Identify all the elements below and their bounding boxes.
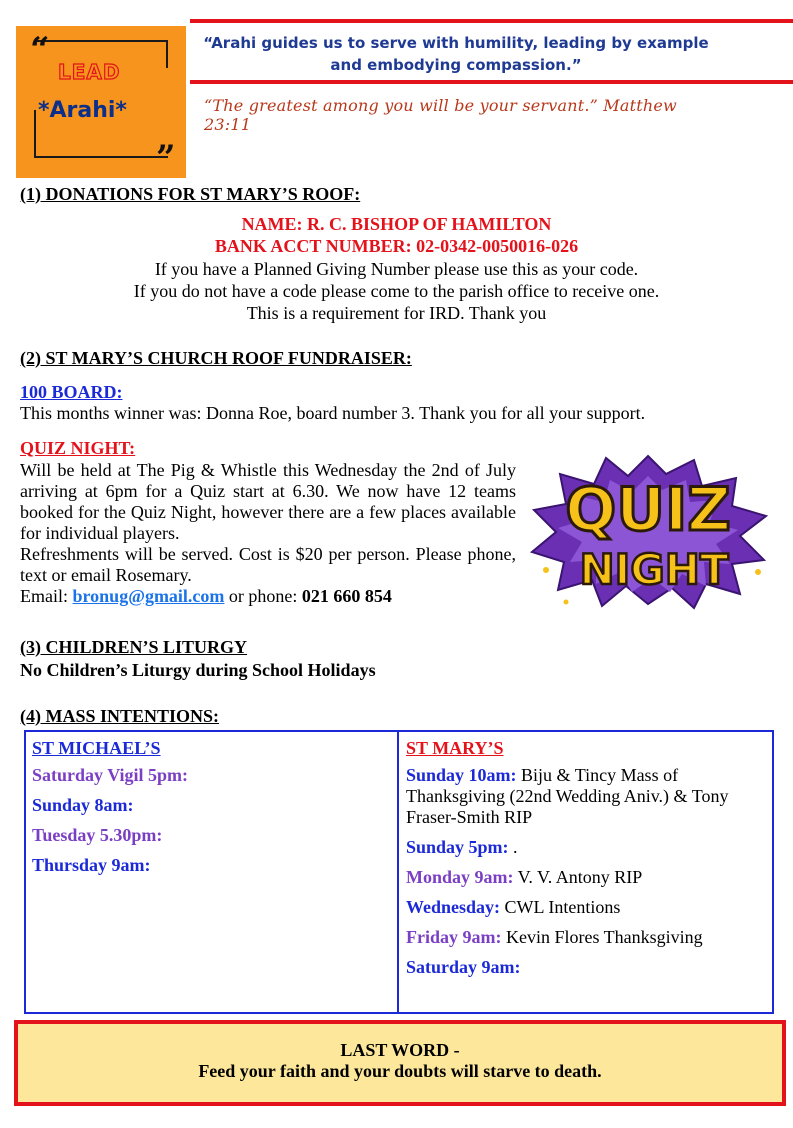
last-word-box [14,1020,786,1106]
last-word-text: Feed your faith and your doubts will starve to death. [198,1061,602,1081]
mass-time-label: Friday 9am: [406,927,502,947]
email-link[interactable]: bronug@gmail.com [72,586,225,606]
childrens-liturgy-text: No Children’s Liturgy during School Holidays [20,660,376,680]
quiz-description [20,460,516,607]
email-label: Email: [20,586,73,606]
quiz-word: QUIZ [565,475,731,545]
sparkle-dot [755,569,761,575]
st-marys-column [406,738,768,987]
mass-time-label: Tuesday 5.30pm: [32,825,163,845]
mass-row [406,765,768,828]
mass-intention-text: V. V. Antony RIP [513,867,643,887]
logo-arahi-text: *Arahi* [38,98,127,123]
table-divider [397,732,399,1012]
quiz-contact [20,586,516,607]
mass-intention-text: . [508,837,518,857]
donation-line3: This is a requirement for IRD. Thank you [246,303,547,323]
st-marys-title: ST MARY’S [406,738,504,758]
mass-time-label: Sunday 5pm: [406,837,509,857]
scripture-quote: “The greatest among you will be your servant.” Matthew 23:11 [204,96,677,134]
quiz-heading: QUIZ NIGHT: [20,438,136,458]
mass-time-label: Wednesday: [406,897,501,917]
mass-time-label: Sunday 10am: [406,765,517,785]
mass-time-label: Saturday Vigil 5pm: [32,765,189,785]
quiz-text-main: Will be held at The Pig & Whistle this Wednesday the 2nd of July arriving at 6pm for a Quiz start at 6.30. We now have 12 teams booked for the Quiz Night, however there are a few places available for individual players. [20,460,516,543]
board-text: This months winner was: Donna Roe, board number 3. Thank you for all your support. [20,403,646,423]
section4-heading: (4) MASS INTENTIONS: [20,706,220,726]
mass-time-label: Thursday 9am: [32,855,151,875]
phone-label: or phone: [224,586,302,606]
donation-line2: If you do not have a code please come to the parish office to receive one. [133,281,660,301]
mass-intention-text: Kevin Flores Thanksgiving [501,927,703,947]
logo-close-quote: ” [156,138,176,178]
logo-lead-text: LEAD [58,60,121,84]
mass-row [406,927,768,948]
mass-intention-text: CWL Intentions [500,897,621,917]
mass-row [32,765,388,786]
mass-intentions-table [24,730,774,1014]
section2-heading: (2) ST MARY’S CHURCH ROOF FUNDRAISER: [20,348,412,368]
lead-arahi-logo [16,26,186,178]
quiz-text-refreshments: Refreshments will be served. Cost is $20 per person. Please phone, text or email Rosemary. [20,544,516,585]
mass-row [406,867,768,888]
arahi-quote-line1: “Arahi guides us to serve with humility, leading by example [203,34,709,52]
mass-row [406,957,768,978]
mass-row [32,855,388,876]
quiz-night-image [526,452,770,610]
mass-time-label: Sunday 8am: [32,795,134,815]
mass-time-label: Saturday 9am: [406,957,521,977]
mass-intention-text: Biju & Tincy Mass of Thanksgiving (22nd Wedding Aniv.) & Tony Fraser-Smith RIP [406,765,729,827]
section3-heading: (3) CHILDREN’S LITURGY [20,637,248,657]
sparkle-dot [564,600,569,605]
mass-row [406,897,768,918]
header-bottom-line [190,80,793,84]
account-name: NAME: R. C. BISHOP OF HAMILTON [241,214,552,234]
arahi-quote-line2: and embodying compassion.” [330,56,582,74]
st-michaels-column [32,738,388,885]
header-top-line [190,19,793,23]
donation-line1: If you have a Planned Giving Number please use this as your code. [154,259,639,279]
mass-row [406,837,768,858]
arahi-quote [196,32,716,76]
section1-heading: (1) DONATIONS FOR ST MARY’S ROOF: [20,184,361,204]
board-heading: 100 BOARD: [20,382,123,402]
last-word-title: LAST WORD - [340,1040,460,1060]
bank-account-number: BANK ACCT NUMBER: 02-0342-0050016-026 [214,236,579,256]
mass-time-label: Monday 9am: [406,867,514,887]
mass-row [32,795,388,816]
night-word: NIGHT [579,545,729,594]
logo-open-quote: “ [30,30,50,70]
st-michaels-title: ST MICHAEL’S [32,738,161,758]
phone-number: 021 660 854 [301,586,392,606]
mass-row [32,825,388,846]
sparkle-dot [543,567,549,573]
